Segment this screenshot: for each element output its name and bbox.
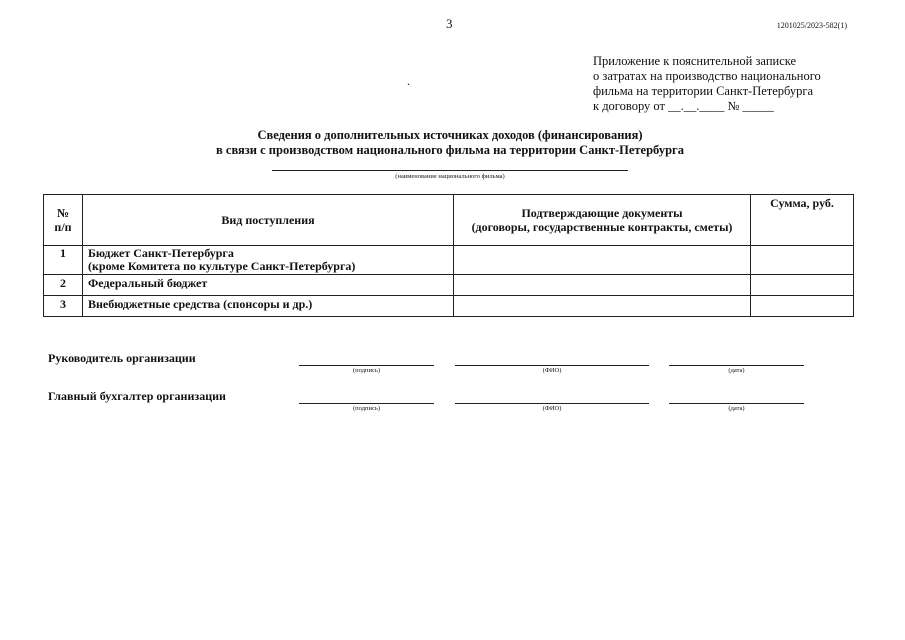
name-caption: (ФИО) [542,367,562,374]
header-sum: Сумма, руб. [751,195,854,246]
stray-dot: . [407,74,410,88]
accountant-date-line[interactable] [669,403,804,404]
header-number-line: п/п [54,220,72,234]
row-documents-cell[interactable] [454,275,751,296]
header-number [44,195,83,246]
signature-caption: (подпись) [353,367,380,374]
signature-caption: (подпись) [353,405,380,412]
appendix-line: Приложение к пояснительной записке [593,54,797,68]
appendix-note [593,54,821,114]
title-line: в связи с производством национального фильма на территории Санкт-Петербурга [216,143,684,157]
name-caption: (ФИО) [542,405,562,412]
appendix-line: фильма на территории Санкт-Петербурга [593,84,814,98]
row-documents-cell[interactable] [454,246,751,275]
document-title [150,128,750,158]
row-sum-cell[interactable] [751,296,854,317]
header-kind: Вид поступления [83,195,454,246]
director-name-line[interactable] [455,365,649,366]
appendix-line: о затратах на производство национального [593,69,821,83]
row-number: 2 [44,275,83,296]
header-documents-line: (договоры, государственные контракты, сметы) [471,220,733,234]
accountant-name-line[interactable] [455,403,649,404]
film-name-caption: (наименование национального фильма) [395,173,505,180]
header-number-line: № [56,206,70,220]
row-kind: Федеральный бюджет [83,275,454,296]
header-documents [454,195,751,246]
accountant-signature-line[interactable] [299,403,434,404]
row-kind-line: (кроме Комитета по культуре Санкт-Петербурга) [88,259,356,273]
row-number: 1 [44,246,83,275]
page-number: 3 [446,16,453,31]
film-name-field[interactable] [272,170,628,171]
document-id: 1201025/2023-582(1) [776,21,847,30]
row-documents-cell[interactable] [454,296,751,317]
table-row [44,275,854,296]
date-caption: (дата) [728,367,745,374]
row-number: 3 [44,296,83,317]
director-label: Руководитель организации [48,351,196,365]
income-sources-table [43,194,854,317]
accountant-label: Главный бухгалтер организации [48,389,226,403]
table-header-row [44,195,854,246]
table-row [44,246,854,275]
table-row [44,296,854,317]
row-sum-cell[interactable] [751,275,854,296]
director-signature-line[interactable] [299,365,434,366]
appendix-line: к договору от __.__.____ № _____ [593,99,774,113]
row-kind: Внебюджетные средства (спонсоры и др.) [83,296,454,317]
title-line: Сведения о дополнительных источниках доходов (финансирования) [257,128,643,142]
row-sum-cell[interactable] [751,246,854,275]
date-caption: (дата) [728,405,745,412]
row-kind-line: Бюджет Санкт-Петербурга [88,246,234,260]
header-documents-line: Подтверждающие документы [521,206,683,220]
row-kind [83,246,454,275]
director-date-line[interactable] [669,365,804,366]
